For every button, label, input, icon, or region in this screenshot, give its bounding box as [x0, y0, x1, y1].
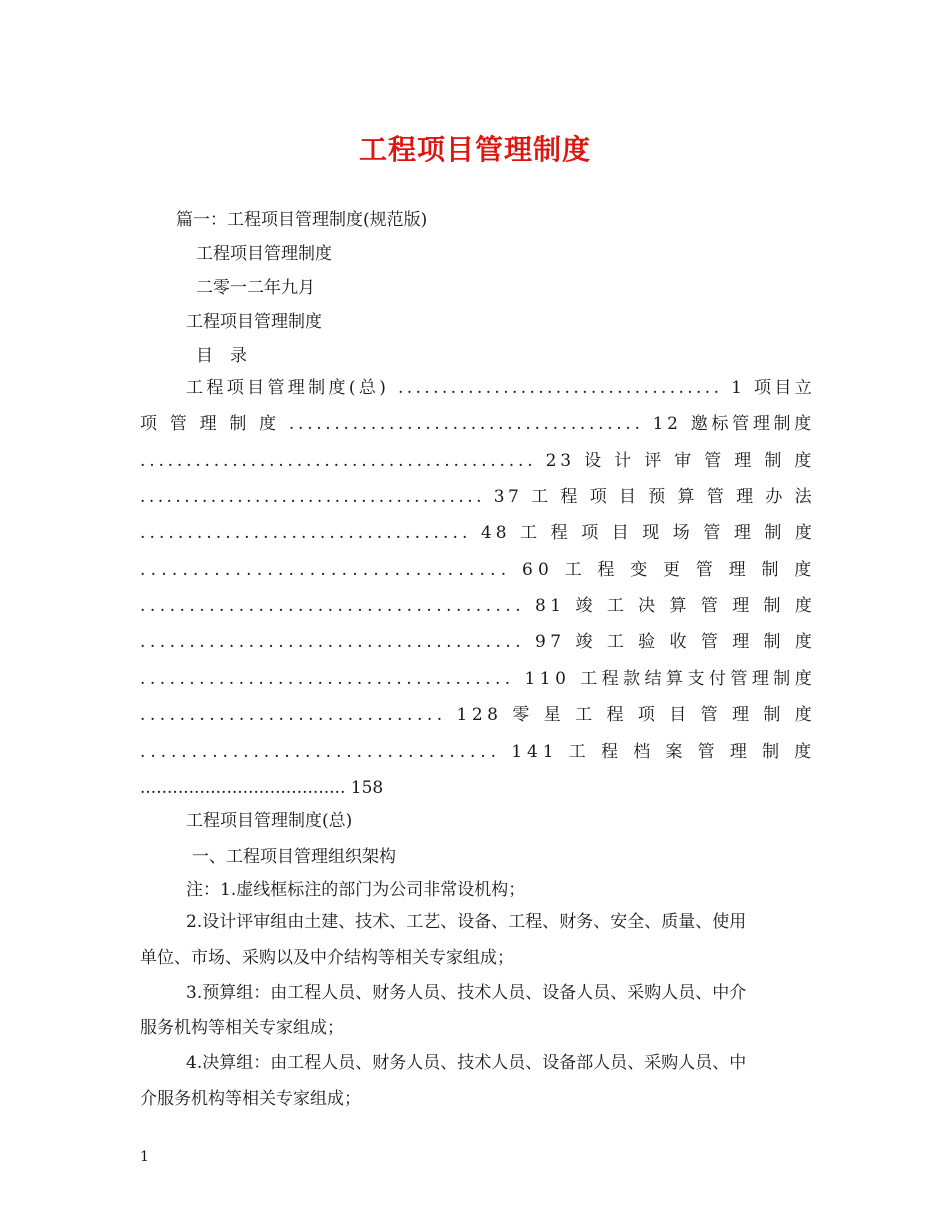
page-title: 工程项目管理制度 [358, 133, 591, 166]
body-line: 介服务机构等相关专家组成； [140, 1089, 361, 1109]
toc-line: . . . . . . . . . . . . . . . . . . . . . . . . . . . . . . . . . . . 1 4 1 工 程 档 案 管 理 制 度 [140, 742, 812, 762]
toc-line: . . . . . . . . . . . . . . . . . . . . . . . . . . . . . . . . . . . . . . . 8 1 竣 工 决 算 管 理 制 度 [140, 596, 812, 616]
body-line: 服务机构等相关专家组成； [140, 1018, 344, 1038]
toc-line: . . . . . . . . . . . . . . . . . . . . . . . . . . . . . . . 1 2 8 零 星 工 程 项 目 管 理 制 度 [140, 705, 812, 725]
toc-line: . . . . . . . . . . . . . . . . . . . . . . . . . . . . . . . . . . . 6 0 工 程 变 更 管 理 制 度 [140, 560, 812, 580]
toc-heading: 目 录 [196, 346, 247, 366]
toc-line: 工 程 项 目 管 理 制 度 ( 总 ) . . . . . . . . . . . . . . . . . . . . . . . . . . . . . . . . . . . . . 1 项 目 立 [186, 378, 812, 398]
intro-line: 工程项目管理制度 [196, 244, 332, 264]
body-line: 4.决算组：由工程人员、财务人员、技术人员、设备部人员、采购人员、中 [186, 1053, 747, 1073]
intro-line: 二零一二年九月 [196, 278, 315, 298]
toc-line: . . . . . . . . . . . . . . . . . . . . . . . . . . . . . . . . . . . . . . . 9 7 竣 工 验 收 管 理 制 度 [140, 632, 812, 652]
body-line: 注：1.虚线框标注的部门为公司非常设机构； [186, 880, 526, 900]
section-title: 工程项目管理制度(总) [186, 811, 353, 831]
intro-line: 篇一：工程项目管理制度(规范版) [176, 210, 428, 230]
intro-line: 工程项目管理制度 [186, 312, 322, 332]
toc-line: 项 管 理 制 度 . . . . . . . . . . . . . . . . . . . . . . . . . . . . . . . . . . . . . . . 1 2 邀 标 管 理 制 度 [140, 414, 812, 434]
toc-line: ...................................... 158 [140, 778, 384, 798]
toc-line: . . . . . . . . . . . . . . . . . . . . . . . . . . . . . . . . . . . 4 8 工 程 项 目 现 场 管 理 制 度 [140, 523, 812, 543]
body-line: 单位、市场、采购以及中介结构等相关专家组成； [140, 948, 514, 968]
toc-line: . . . . . . . . . . . . . . . . . . . . . . . . . . . . . . . . . . . . . . . . . . . 2 3 设 计 评 审 管 理 制 度 [140, 451, 812, 471]
body-line: 3.预算组：由工程人员、财务人员、技术人员、设备人员、采购人员、中介 [186, 983, 747, 1003]
section-heading: 一、工程项目管理组织架构 [192, 847, 396, 867]
page-number: 1 [140, 1149, 149, 1165]
body-line: 2.设计评审组由土建、技术、工艺、设备、工程、财务、安全、质量、使用 [186, 912, 747, 932]
toc-line: . . . . . . . . . . . . . . . . . . . . . . . . . . . . . . . . . . . . . . . 3 7 工 程 项 目 预 算 管 理 办 法 [140, 487, 812, 507]
toc-line: . . . . . . . . . . . . . . . . . . . . . . . . . . . . . . . . . . . . . . 1 1 0 工 程 款 结 算 支 付 管 理 制 度 [140, 669, 812, 689]
